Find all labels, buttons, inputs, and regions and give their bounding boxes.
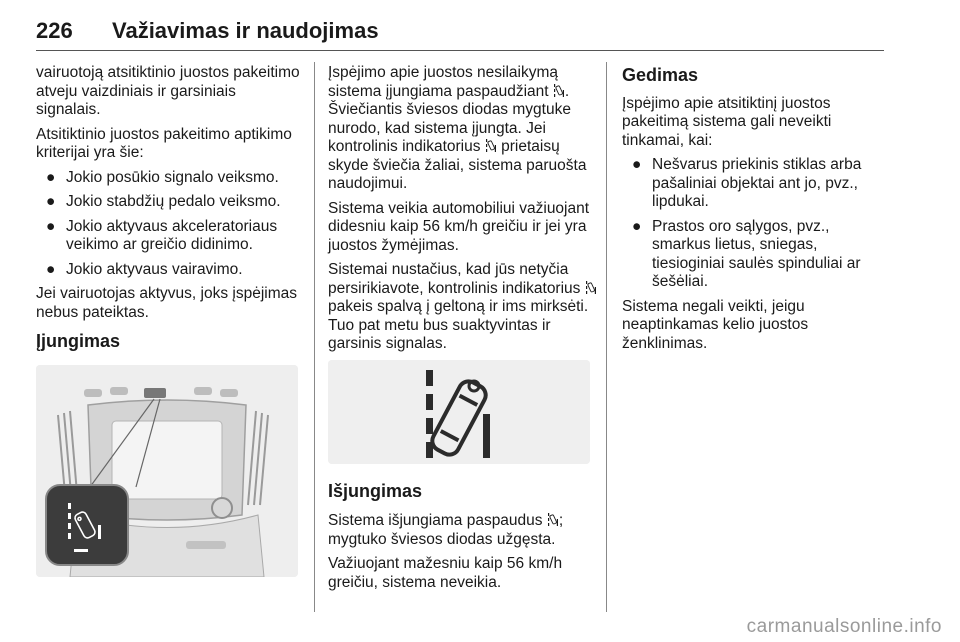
page-header [36, 18, 884, 52]
col3-paragraph-1: Įspėjimo apie atsitiktinį juostos pakeitimą sistema gali neveikti tinkamai, kai: [622, 94, 832, 149]
section-heading-deactivation: Išjungimas [328, 480, 423, 501]
bullet: ● [46, 260, 56, 278]
column-3 [622, 64, 878, 359]
bullet: ● [46, 217, 56, 235]
column-1 [36, 64, 302, 577]
col1-paragraph-1: vairuotoją atsitiktinio juostos pakeitimo atveju vaizdiniais ir garsiniais signalais. [36, 64, 300, 118]
bullet: ● [46, 168, 56, 186]
col1-paragraph-3: Jei vairuotojas aktyvus, joks įspėjimas nebus pateiktas. [36, 285, 298, 321]
lane-departure-warning-icon [586, 281, 596, 294]
column-2 [328, 64, 598, 598]
lane-departure-indicator-illustration [328, 360, 590, 464]
watermark: carmanualsonline.info [746, 616, 942, 637]
section-heading-fault: Gedimas [622, 65, 699, 85]
list-item: ● Prastos oro sąlygos, pvz., smarkus lietus, sniegas, tiesioginiai saulės spinduliai ar šešėliai. [632, 217, 861, 290]
lane-departure-warning-icon [548, 513, 558, 526]
page-title: Važiavimas ir naudojimas [112, 18, 379, 43]
col1-paragraph-2: Atsitiktinio juostos pakeitimo aptikimo kriterijai yra šie: [36, 125, 292, 161]
col2-paragraph-2: Sistema veikia automobiliui važiuojant didesniu kaip 56 km/h greičiu ir jei yra juostos žymėjimas. [328, 199, 590, 254]
column-divider-1 [314, 62, 315, 612]
bullet: ● [46, 193, 56, 210]
column-divider-2 [606, 62, 607, 612]
header-rule [36, 50, 884, 51]
console-drawing [36, 365, 298, 577]
dashboard-console-illustration [36, 365, 298, 577]
list-item: ● Jokio aktyvaus akceleratoriaus veikimo ar greičio didinimo. [46, 217, 278, 253]
list-item: ● Jokio stabdžių pedalo veiksmo. [46, 193, 281, 210]
col2-paragraph-4: Sistema išjungiama paspaudus ; mygtuko šviesos diodas užgęsta. [328, 512, 564, 548]
list-item: ● Jokio posūkio signalo veiksmo. [46, 168, 279, 186]
bullet: ● [632, 217, 642, 235]
col2-paragraph-1: Įspėjimo apie juostos nesilaikymą sistema įjungiama paspaudžiant . Šviečiantis šviesos diodas mygtuke nurodo, kad sistema įjungta. Jei kontrolinis indikatorius prietaisų skyde šviečia žaliai, sistema paruošta naudojimui. [328, 64, 587, 192]
col3-paragraph-2: Sistema negali veikti, jeigu neaptinkamas kelio juostos ženklinimas. [622, 297, 809, 352]
list-item: ● Jokio aktyvaus vairavimo. [46, 260, 243, 278]
lane-departure-warning-icon [486, 139, 496, 152]
indicator-drawing [328, 360, 590, 464]
bullet: ● [632, 156, 642, 173]
criteria-list [36, 169, 302, 280]
col2-paragraph-5: Važiuojant mažesniu kaip 56 km/h greičiu, sistema neveikia. [328, 555, 563, 591]
section-heading-activation: Įjungimas [36, 331, 121, 351]
page-number: 226 [36, 18, 73, 43]
lane-departure-warning-icon [554, 84, 564, 97]
list-item: ● Nešvarus priekinis stiklas arba pašaliniai objektai ant jo, pvz., lipdukai. [632, 156, 862, 210]
col2-paragraph-3: Sistemai nustačius, kad jūs netyčia persirikiavote, kontrolinis indikatorius pakeis spalvą į geltoną ir ims mirksėti. Tuo pat metu bus suaktyvintas ir garsinis signalas. [328, 261, 598, 354]
fault-conditions-list [622, 156, 878, 292]
